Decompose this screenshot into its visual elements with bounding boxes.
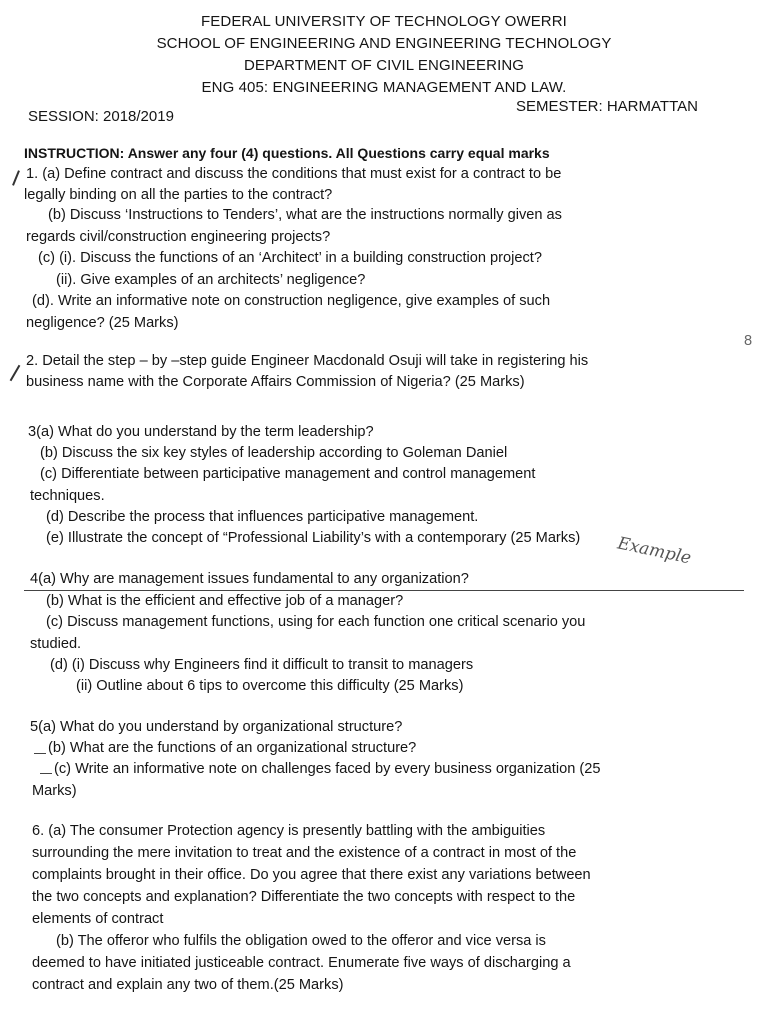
q3-d: (d) Describe the process that influences participative management.	[46, 509, 479, 525]
q6-line2: surrounding the mere invitation to treat and the existence of a contract in most of the	[32, 845, 577, 861]
q2-line2: business name with the Corporate Affairs Commission of Nigeria? (25 Marks)	[26, 374, 525, 390]
q1-b-line1: (b) Discuss ‘Instructions to Tenders’, what are the instructions normally given as	[48, 207, 562, 223]
q3-a: 3(a) What do you understand by the term leadership?	[28, 424, 374, 440]
q3-e: (e) Illustrate the concept of “Professional Liability’s with a contemporary (25 Marks)	[46, 530, 581, 546]
q5-a: 5(a) What do you understand by organizational structure?	[30, 719, 403, 735]
q6-line5: elements of contract	[32, 911, 164, 927]
pen-underline	[24, 590, 744, 591]
course-title: ENG 405: ENGINEERING MANAGEMENT AND LAW.	[201, 79, 567, 96]
q3-b: (b) Discuss the six key styles of leadership according to Goleman Daniel	[40, 445, 508, 461]
pen-tick-mark	[10, 365, 21, 382]
pen-tick-mark	[12, 170, 20, 186]
q5-b: (b) What are the functions of an organizational structure?	[48, 740, 417, 756]
q1-a-line1: 1. (a) Define contract and discuss the conditions that must exist for a contract to be	[26, 166, 562, 182]
q1-d-line1: (d). Write an informative note on construction negligence, give examples of such	[32, 293, 551, 309]
q5-c-line2: Marks)	[32, 783, 77, 799]
q1-d-line2: negligence? (25 Marks)	[26, 315, 179, 331]
q6-line3: complaints brought in their office. Do you agree that there exist any variations between	[32, 867, 591, 883]
pen-dash-mark	[40, 773, 52, 774]
instruction-text: INSTRUCTION: Answer any four (4) questions. All Questions carry equal marks	[24, 145, 550, 161]
school-name: SCHOOL OF ENGINEERING AND ENGINEERING TECHNOLOGY	[156, 35, 612, 52]
q1-c-line2: (ii). Give examples of an architects’ negligence?	[56, 272, 366, 288]
q3-c-line2: techniques.	[30, 488, 105, 504]
university-name: FEDERAL UNIVERSITY OF TECHNOLOGY OWERRI	[201, 13, 567, 30]
pen-dash-mark	[34, 753, 46, 754]
q4-a: 4(a) Why are management issues fundamental to any organization?	[30, 571, 469, 587]
q1-c-line1: (c) (i). Discuss the functions of an ‘Architect’ in a building construction project?	[38, 250, 542, 266]
q6-line6: (b) The offeror who fulfils the obligation owed to the offeror and vice versa is	[56, 933, 546, 949]
q1-a-line2: legally binding on all the parties to the contract?	[24, 187, 333, 203]
q6-line1: 6. (a) The consumer Protection agency is presently battling with the ambiguities	[32, 823, 546, 839]
margin-page-number: 8	[744, 333, 753, 349]
q5-c-line1: (c) Write an informative note on challenges faced by every business organization (25	[54, 761, 601, 777]
q4-d-line2: (ii) Outline about 6 tips to overcome this difficulty (25 Marks)	[76, 678, 464, 694]
handwritten-note: Example	[615, 533, 693, 569]
semester-label: SEMESTER: HARMATTAN	[516, 98, 698, 115]
q6-line8: contract and explain any two of them.(25 Marks)	[32, 977, 344, 993]
q4-c-line2: studied.	[30, 636, 82, 652]
q4-c-line1: (c) Discuss management functions, using for each function one critical scenario you	[46, 614, 586, 630]
q4-d-line1: (d) (i) Discuss why Engineers find it difficult to transit to managers	[50, 657, 474, 673]
q2-line1: 2. Detail the step – by –step guide Engineer Macdonald Osuji will take in registering his	[26, 353, 589, 369]
q6-line7: deemed to have initiated justiceable contract. Enumerate five ways of discharging a	[32, 955, 571, 971]
session-label: SESSION: 2018/2019	[28, 108, 174, 125]
q6-line4: the two concepts and explanation? Differentiate the two concepts with respect to the	[32, 889, 576, 905]
q4-b: (b) What is the efficient and effective job of a manager?	[46, 593, 404, 609]
department-name: DEPARTMENT OF CIVIL ENGINEERING	[243, 57, 525, 74]
q1-b-line2: regards civil/construction engineering projects?	[26, 229, 331, 245]
q3-c-line1: (c) Differentiate between participative management and control management	[40, 466, 536, 482]
